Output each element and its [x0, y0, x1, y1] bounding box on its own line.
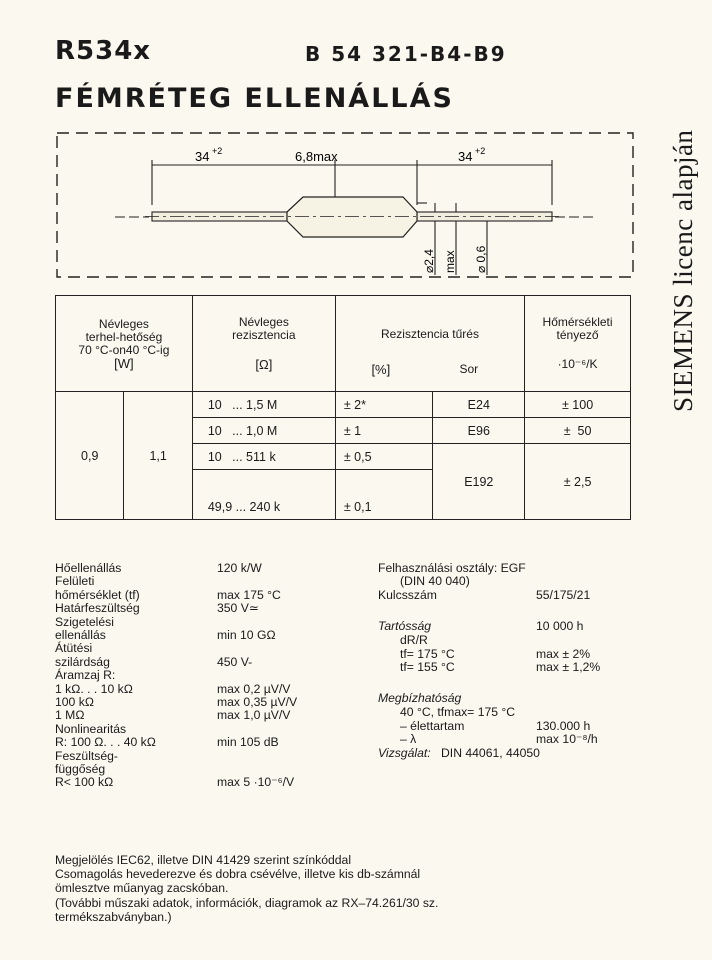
header-temp-coeff: Hőmérsékleti tényező ·10⁻⁶/K: [525, 296, 631, 392]
load-70: 0,9: [56, 392, 124, 520]
table-row: 10 ... 511 k ± 0,5 E192 ± 2,5: [56, 444, 631, 470]
spec-table: [55, 295, 631, 520]
property-label: függőség: [55, 762, 106, 776]
load-40: 1,1: [124, 392, 192, 520]
property-value: max 175 °C: [217, 587, 281, 602]
table-row: 0,9 1,1 10 ... 1,5 M ± 2* E24 ± 100: [56, 392, 631, 418]
property-label: szilárdság: [55, 654, 110, 669]
header-tolerance: Rezisztencia tűrés [%] Sor: [335, 296, 524, 392]
property-label: Határfeszültség: [55, 601, 140, 616]
footer-notes: Megjelölés IEC62, illetve DIN 41429 szerint színkóddal Csomagolás hevederezve és dobra csévélve, illetve kis db-számnál ömlesztve műanyag zacskóban. (További műszaki adatok, információk, diagramok az RX–74.261/30 sz. termékszabványban.): [55, 853, 439, 924]
property-label: Áramzaj R:: [55, 668, 116, 683]
property-value: min 105 dB: [217, 735, 279, 750]
property-value: 350 V≃: [217, 601, 260, 616]
model-number: R534x: [55, 36, 152, 66]
property-label: 1 MΩ: [55, 708, 85, 723]
left-lead-tolerance: +2: [212, 146, 223, 156]
property-label: R< 100 kΩ: [55, 775, 114, 790]
right-lead-length: 34: [458, 149, 473, 164]
side-label: [668, 60, 698, 412]
body-diameter-max: max: [443, 250, 457, 273]
table-row: 10 ... 1,0 M ± 1 E96 ± 50: [56, 418, 631, 444]
property-value: max 5 ·10⁻⁶/V: [217, 775, 295, 790]
property-label: Átütési: [55, 641, 93, 656]
header-load: Névleges terhel-hetőség 70 °C-on40 °C-ig [W]: [56, 296, 193, 392]
property-value: max 0,35 µV/V: [217, 695, 298, 709]
property-label: hőmérséklet (tf): [55, 587, 140, 602]
property-label: Feszültség-: [55, 748, 118, 763]
resistor-body: [287, 197, 417, 237]
lead-diameter: ⌀ 0,6: [474, 245, 488, 273]
property-label: Nonlinearitás: [55, 721, 127, 736]
part-code: B 54 321-B4-B9: [305, 42, 507, 66]
property-label: Hőellenállás: [55, 561, 122, 575]
property-label: 1 kΩ. . . 10 kΩ: [55, 681, 133, 696]
property-label: R: 100 Ω. . . 40 kΩ: [55, 735, 156, 750]
property-label: Szigetelési: [55, 614, 114, 629]
properties-right: Felhasználási osztály: EGF (DIN 40 040) Kulcsszám 55/175/21 Tartósság 10 000 h dR/R tf= 175 °C max ± 2% tf= 155 °C max ± 1,2% Megbízhatóság 40 °C, tfmax= 175 °C – élettartam 130.000 h – λ max 10⁻⁸/h Vizsgálat: DIN 44061, 44050: [378, 561, 601, 760]
properties-left: [55, 562, 355, 822]
property-value: 450 V-: [217, 654, 253, 669]
property-value: max 1,0 µV/V: [217, 708, 291, 723]
table-row: 49,9 ... 240 k ± 0,1: [56, 470, 631, 520]
property-value: max 0,2 µV/V: [217, 681, 291, 696]
property-value: 120 k/W: [217, 561, 262, 575]
property-label: 100 kΩ: [55, 695, 94, 709]
property-value: min 10 GΩ: [217, 628, 276, 642]
property-label: Felületi: [55, 574, 95, 589]
body-length: 6,8max: [295, 149, 338, 164]
table-header-row: [56, 296, 631, 392]
resistor-drawing: [55, 125, 645, 285]
header-resistance: Névleges rezisztencia [Ω]: [192, 296, 335, 392]
right-lead-tolerance: +2: [475, 146, 486, 156]
property-label: ellenállás: [55, 628, 106, 642]
body-diameter: ⌀2,4: [422, 249, 436, 273]
page-title: FÉMRÉTEG ELLENÁLLÁS: [55, 83, 454, 114]
left-lead-length: 34: [195, 149, 210, 164]
side-label-text: SIEMENS licenc alapján: [668, 129, 698, 412]
